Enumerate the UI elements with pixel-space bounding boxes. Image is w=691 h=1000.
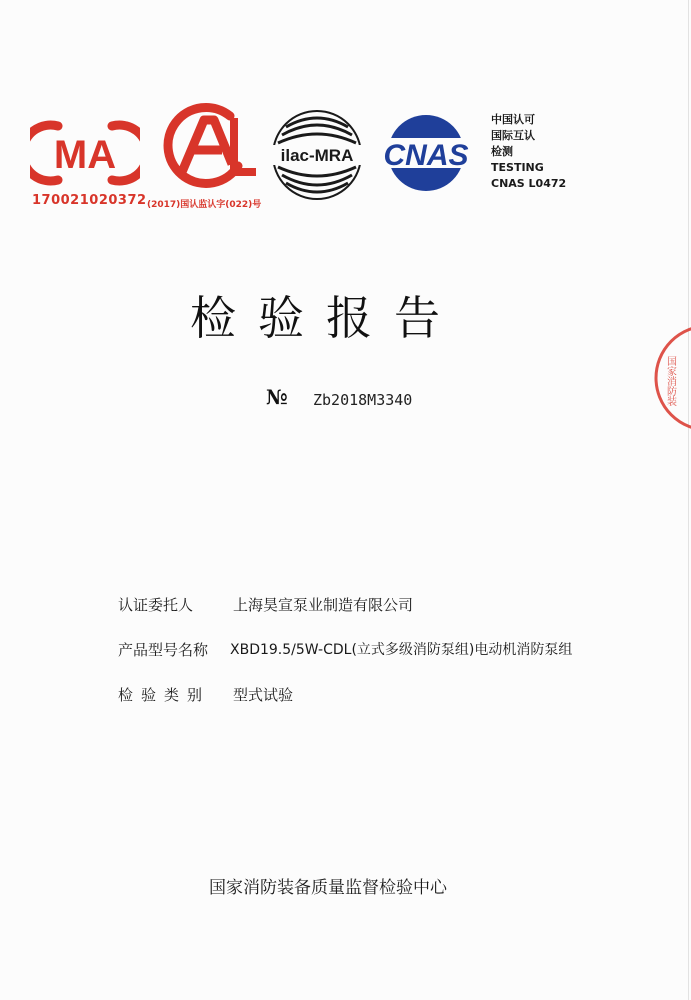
cma-number: 170021020372 [32,193,147,208]
cnas-line: TESTING [491,161,544,174]
ilac-mra-logo [264,105,370,205]
cnas-logo-text: CNAS [383,139,469,172]
cnas-line: 国际互认 [491,129,535,142]
cnas-line: 中国认可 [491,113,535,126]
field-value-client: 上海昊宣泵业制造有限公司 [233,596,414,614]
cal-logo [152,102,262,190]
scan-edge-line [688,0,689,1000]
cma-logo-text: MA [53,133,117,177]
cal-number: (2017)国认监认字(022)号 [147,200,262,210]
number-symbol: № [266,385,288,409]
issuing-organization: 国家消防装备质量监督检验中心 [209,878,447,898]
cnas-accreditation-text [491,112,566,192]
field-value-category: 型式试验 [233,686,294,704]
report-title: 检验报告 [190,291,462,345]
field-value-product: XBD19.5/5W-CDL(立式多级消防泵组)电动机消防泵组 [230,642,573,658]
field-label-client: 认证委托人 [118,596,194,614]
cnas-line: CNAS L0472 [491,177,567,190]
field-label-product: 产品型号名称 [118,641,209,659]
report-number: Zb2018M3340 [313,391,413,409]
cma-logo [30,118,140,186]
cal-logo-text: CAL [207,188,209,189]
cnas-logo [370,112,482,194]
ilac-mra-text: ilac-MRA [280,146,354,165]
seal-text: 国家消防装 [664,356,676,406]
field-label-category: 检验类别 [118,686,211,704]
cnas-line: 检测 [491,145,513,158]
red-seal-fragment [648,318,691,438]
